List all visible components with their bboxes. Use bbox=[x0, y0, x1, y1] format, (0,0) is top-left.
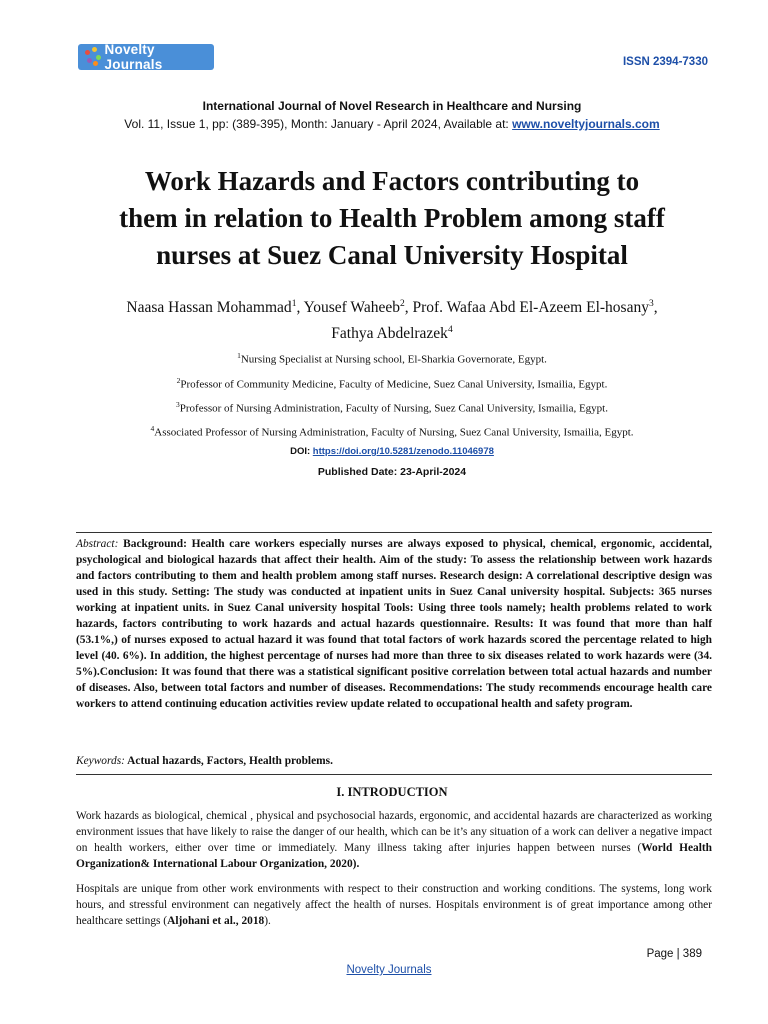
footer-publisher-link[interactable]: Novelty Journals bbox=[346, 964, 432, 976]
authors: Naasa Hassan Mohammad$^1$, Yousef Waheeb$^2$, Prof. Wafaa Abd El-Azeem El-hosany$^3$, Fathya Abdelrazek$^4$ bbox=[126, 299, 658, 343]
author-1: Naasa Hassan Mohammad$^1$ bbox=[126, 299, 297, 317]
publisher-logo bbox=[78, 44, 214, 70]
author-3: Prof. Wafaa Abd El-Azeem El-hosany$^3$ bbox=[412, 299, 654, 317]
abstract-bottom-rule bbox=[76, 774, 712, 775]
abstract-label: Abstract: bbox=[76, 538, 119, 550]
keywords bbox=[76, 753, 712, 769]
volume-text: Vol. 11, Issue 1, pp: (389-395), Month: January - April 2024, Available at: bbox=[124, 117, 513, 131]
author-2: Yousef Waheeb$^2$ bbox=[303, 299, 405, 317]
doi-link[interactable]: https://doi.org/10.5281/zenodo.11046978 bbox=[312, 446, 494, 457]
author-4: Fathya Abdelrazek$^4$ bbox=[331, 325, 453, 343]
affiliation-4: $^4$Associated Professor of Nursing Administration, Faculty of Nursing, Suez Canal University, Ismailia, Egypt. bbox=[150, 424, 634, 439]
keywords-label: Keywords: bbox=[76, 755, 125, 767]
intro-paragraph-2: Hospitals are unique from other work environments with respect to their construction and working conditions. The systems, long work hours, and stressful environment can negatively affect the health of nurses. Hospitals environment is of great importance among other healthcare settings (Aljohani et al., 2018). bbox=[76, 883, 712, 927]
abstract-text: Background: Health care workers especially nurses are always exposed to physical, chemical, ergonomic, accidental, psychological and biological hazards that affect their health. Aim of the study: To assess the relationship between work hazards and factors contributing to them and health problem among staff nurses. Research design: A correlational descriptive design was used in this study. Setting: The study was conducted at inpatient units in Suez Canal university hospital. Subjects: 365 nurses working at inpatient units. in Suez Canal university hospital Tools: Using three tools namely; health problems related to work hazards, factors contributing to work hazards and actual hazards questionnaire. Results: It was found that more than half (53.1%,) of nurses exposed to actual hazard it was found that total factors of work hazards scored the percentage related to high level (40. 6%). In addition, the highest percentage of nurses had more than three to six diseases related to work hazards were (34. 5%).Conclusion: It was found that there was a statistical significant positive correlation between total actual hazards and number of diseases. Also, between total factors and number of diseases. Recommendations: The study recommends encourage health care workers to attend continuing education activities review update related to occupational health and safety program. bbox=[76, 538, 712, 710]
citation-1: World Health Organization& International Labour Organization, 2020 bbox=[76, 842, 713, 870]
affiliation-1: $^1$Nursing Specialist at Nursing school, El-Sharkia Governorate, Egypt. bbox=[237, 351, 547, 366]
keywords-text: Actual hazards, Factors, Health problems. bbox=[127, 755, 333, 767]
affiliation-2: $^2$Professor of Community Medicine, Faculty of Medicine, Suez Canal University, Ismailia, Egypt. bbox=[176, 376, 608, 391]
citation-2: Aljohani et al., 2018 bbox=[167, 915, 265, 927]
logo-dots-icon bbox=[83, 47, 103, 67]
volume-info bbox=[0, 117, 768, 131]
journal-name: International Journal of Novel Research in Healthcare and Nursing bbox=[202, 99, 582, 113]
section-heading: I. INTRODUCTION bbox=[336, 785, 448, 799]
affiliation-3: $^3$Professor of Nursing Administration, Faculty of Nursing, Suez Canal University, Ismailia, Egypt. bbox=[176, 400, 608, 415]
title-line-3: nurses at Suez Canal University Hospital bbox=[156, 240, 628, 270]
abstract-top-rule bbox=[76, 532, 712, 533]
logo-text: Novelty Journals bbox=[104, 42, 163, 72]
abstract bbox=[76, 536, 712, 712]
intro-paragraph-1: Work hazards as biological, chemical , physical and psychosocial hazards, ergonomic, and accidental hazards are characterized as working environment issues that have likely to raise the danger of our health, which can be it’s any situation of a work can deliver a negative impact on health workers, either over time or immediately. Many illness taking after injuries happen between nurses (World Health Organization& International Labour Organization, 2020). bbox=[76, 810, 713, 870]
title-line-2: them in relation to Health Problem among staff bbox=[119, 203, 665, 233]
paper-title bbox=[70, 163, 714, 274]
title-line-1: Work Hazards and Factors contributing to bbox=[144, 166, 640, 196]
published-date: Published Date: 23-April-2024 bbox=[317, 466, 467, 478]
page-number: Page | 389 bbox=[646, 948, 702, 960]
issn: ISSN 2394-7330 bbox=[622, 56, 708, 68]
website-link[interactable]: www.noveltyjournals.com bbox=[512, 117, 660, 131]
doi: DOI: https://doi.org/10.5281/zenodo.11046978 bbox=[290, 446, 494, 457]
